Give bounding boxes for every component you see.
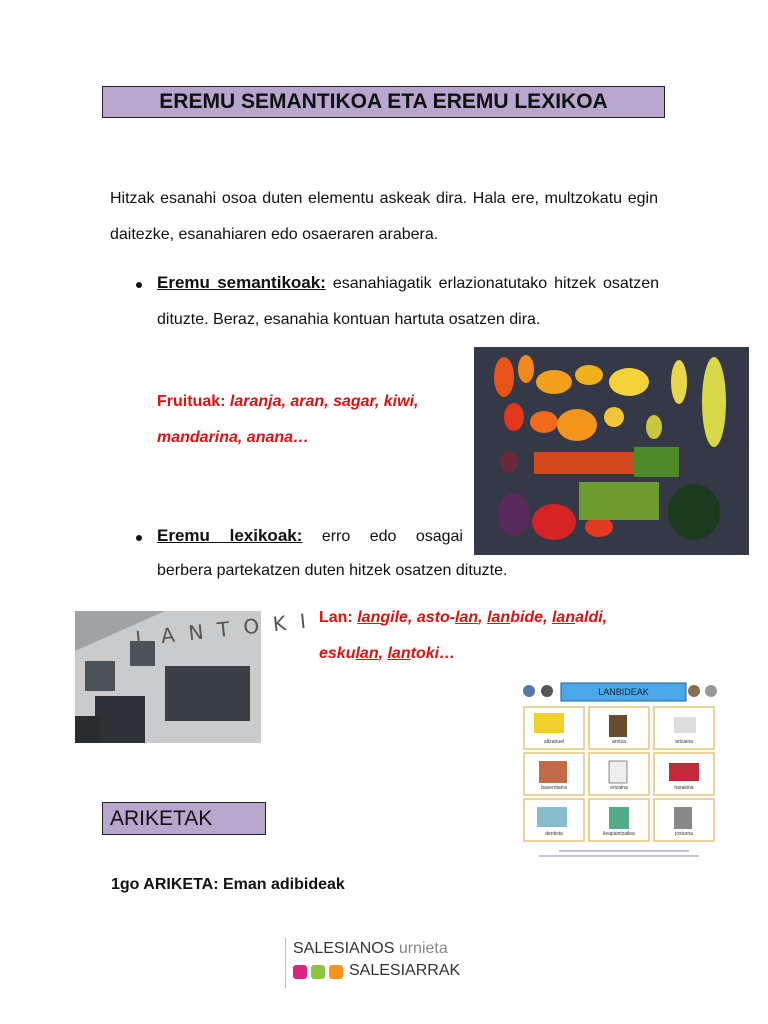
- intro-paragraph: Hitzak esanahi osoa duten elementu askeak dira. Hala ere, multzokatu egin daitezke, esanahiaren edo osaeraren arabera.: [110, 190, 658, 243]
- lan-word: eskulan,: [319, 645, 388, 662]
- lan-root: lan: [357, 609, 381, 626]
- bullet-lexical-tail: berbera partekatzen duten hitzek osatzen dituzte.: [157, 562, 508, 579]
- building-sign-text: LANTOKI: [134, 607, 321, 651]
- page-title: EREMU SEMANTIKOA ETA EREMU LEXIKOA: [102, 86, 665, 118]
- logo-divider: [285, 938, 286, 988]
- jobs-label: artzaina: [675, 739, 693, 745]
- lan-word: lanaldi,: [551, 609, 608, 626]
- lan-root: lan: [355, 645, 379, 662]
- lan-word: lanbide,: [487, 609, 552, 626]
- example-fruits-words: laranja, aran, sagar, kiwi, mandarina, anana…: [157, 393, 419, 446]
- bullet-dot: [136, 535, 142, 541]
- lan-word: asto-lan,: [416, 609, 488, 626]
- jobs-chart-header: LANBIDEAK: [598, 687, 649, 697]
- logo-square-green: [311, 965, 325, 979]
- example-fruits-label: Fruituak:: [157, 393, 226, 410]
- lan-root: lan: [387, 645, 411, 662]
- lan-word: lantoki…: [387, 645, 456, 662]
- jobs-label: baserritarra: [541, 785, 567, 791]
- jobs-label: ileapaintzailea: [603, 831, 635, 837]
- jobs-label: altzairuel: [543, 739, 564, 745]
- lan-root: lan: [455, 609, 479, 626]
- bullet-semantic-text: esanahiagatik erlazionatutako hitzek osatzen dituzte. Beraz, esanahia kontuan hartuta osatzen dira.: [157, 275, 659, 328]
- jobs-chart-image: [519, 681, 721, 861]
- example-lan: [319, 600, 664, 672]
- peppers-image: [474, 347, 749, 555]
- logo-square-orange: [329, 965, 343, 979]
- bullet-lexical-text: erro edo osagai: [302, 528, 463, 545]
- lan-root: lan: [551, 609, 576, 626]
- logo-square-pink: [293, 965, 307, 979]
- example-lan-label: Lan:: [319, 609, 353, 626]
- bullet-lexical: [157, 518, 463, 555]
- term-lexical: Eremu lexikoak:: [157, 526, 303, 545]
- term-semantic: Eremu semantikoak:: [157, 273, 326, 292]
- bullet-semantic: [157, 265, 659, 338]
- salesianos-logo: [285, 938, 485, 988]
- lan-root: lan: [487, 609, 511, 626]
- section-ariketak: ARIKETAK: [102, 802, 266, 835]
- example-lan-words: [319, 609, 607, 662]
- jobs-label: arotza: [612, 739, 626, 745]
- jobs-label: dentista: [545, 831, 563, 837]
- jobs-label: josturna: [675, 831, 693, 837]
- logo-line2: SALESIARRAK: [349, 962, 461, 979]
- building-image: [75, 607, 321, 743]
- jobs-label: harakina: [674, 785, 694, 791]
- bullet-dot: [136, 282, 142, 288]
- exercise-1-title: 1go ARIKETA: Eman adibideak: [111, 876, 345, 893]
- lan-word: langile,: [357, 609, 417, 626]
- logo-line1: SALESIANOS urnieta: [293, 940, 448, 957]
- example-fruits: [157, 384, 467, 456]
- jobs-label: erizaina: [610, 785, 628, 791]
